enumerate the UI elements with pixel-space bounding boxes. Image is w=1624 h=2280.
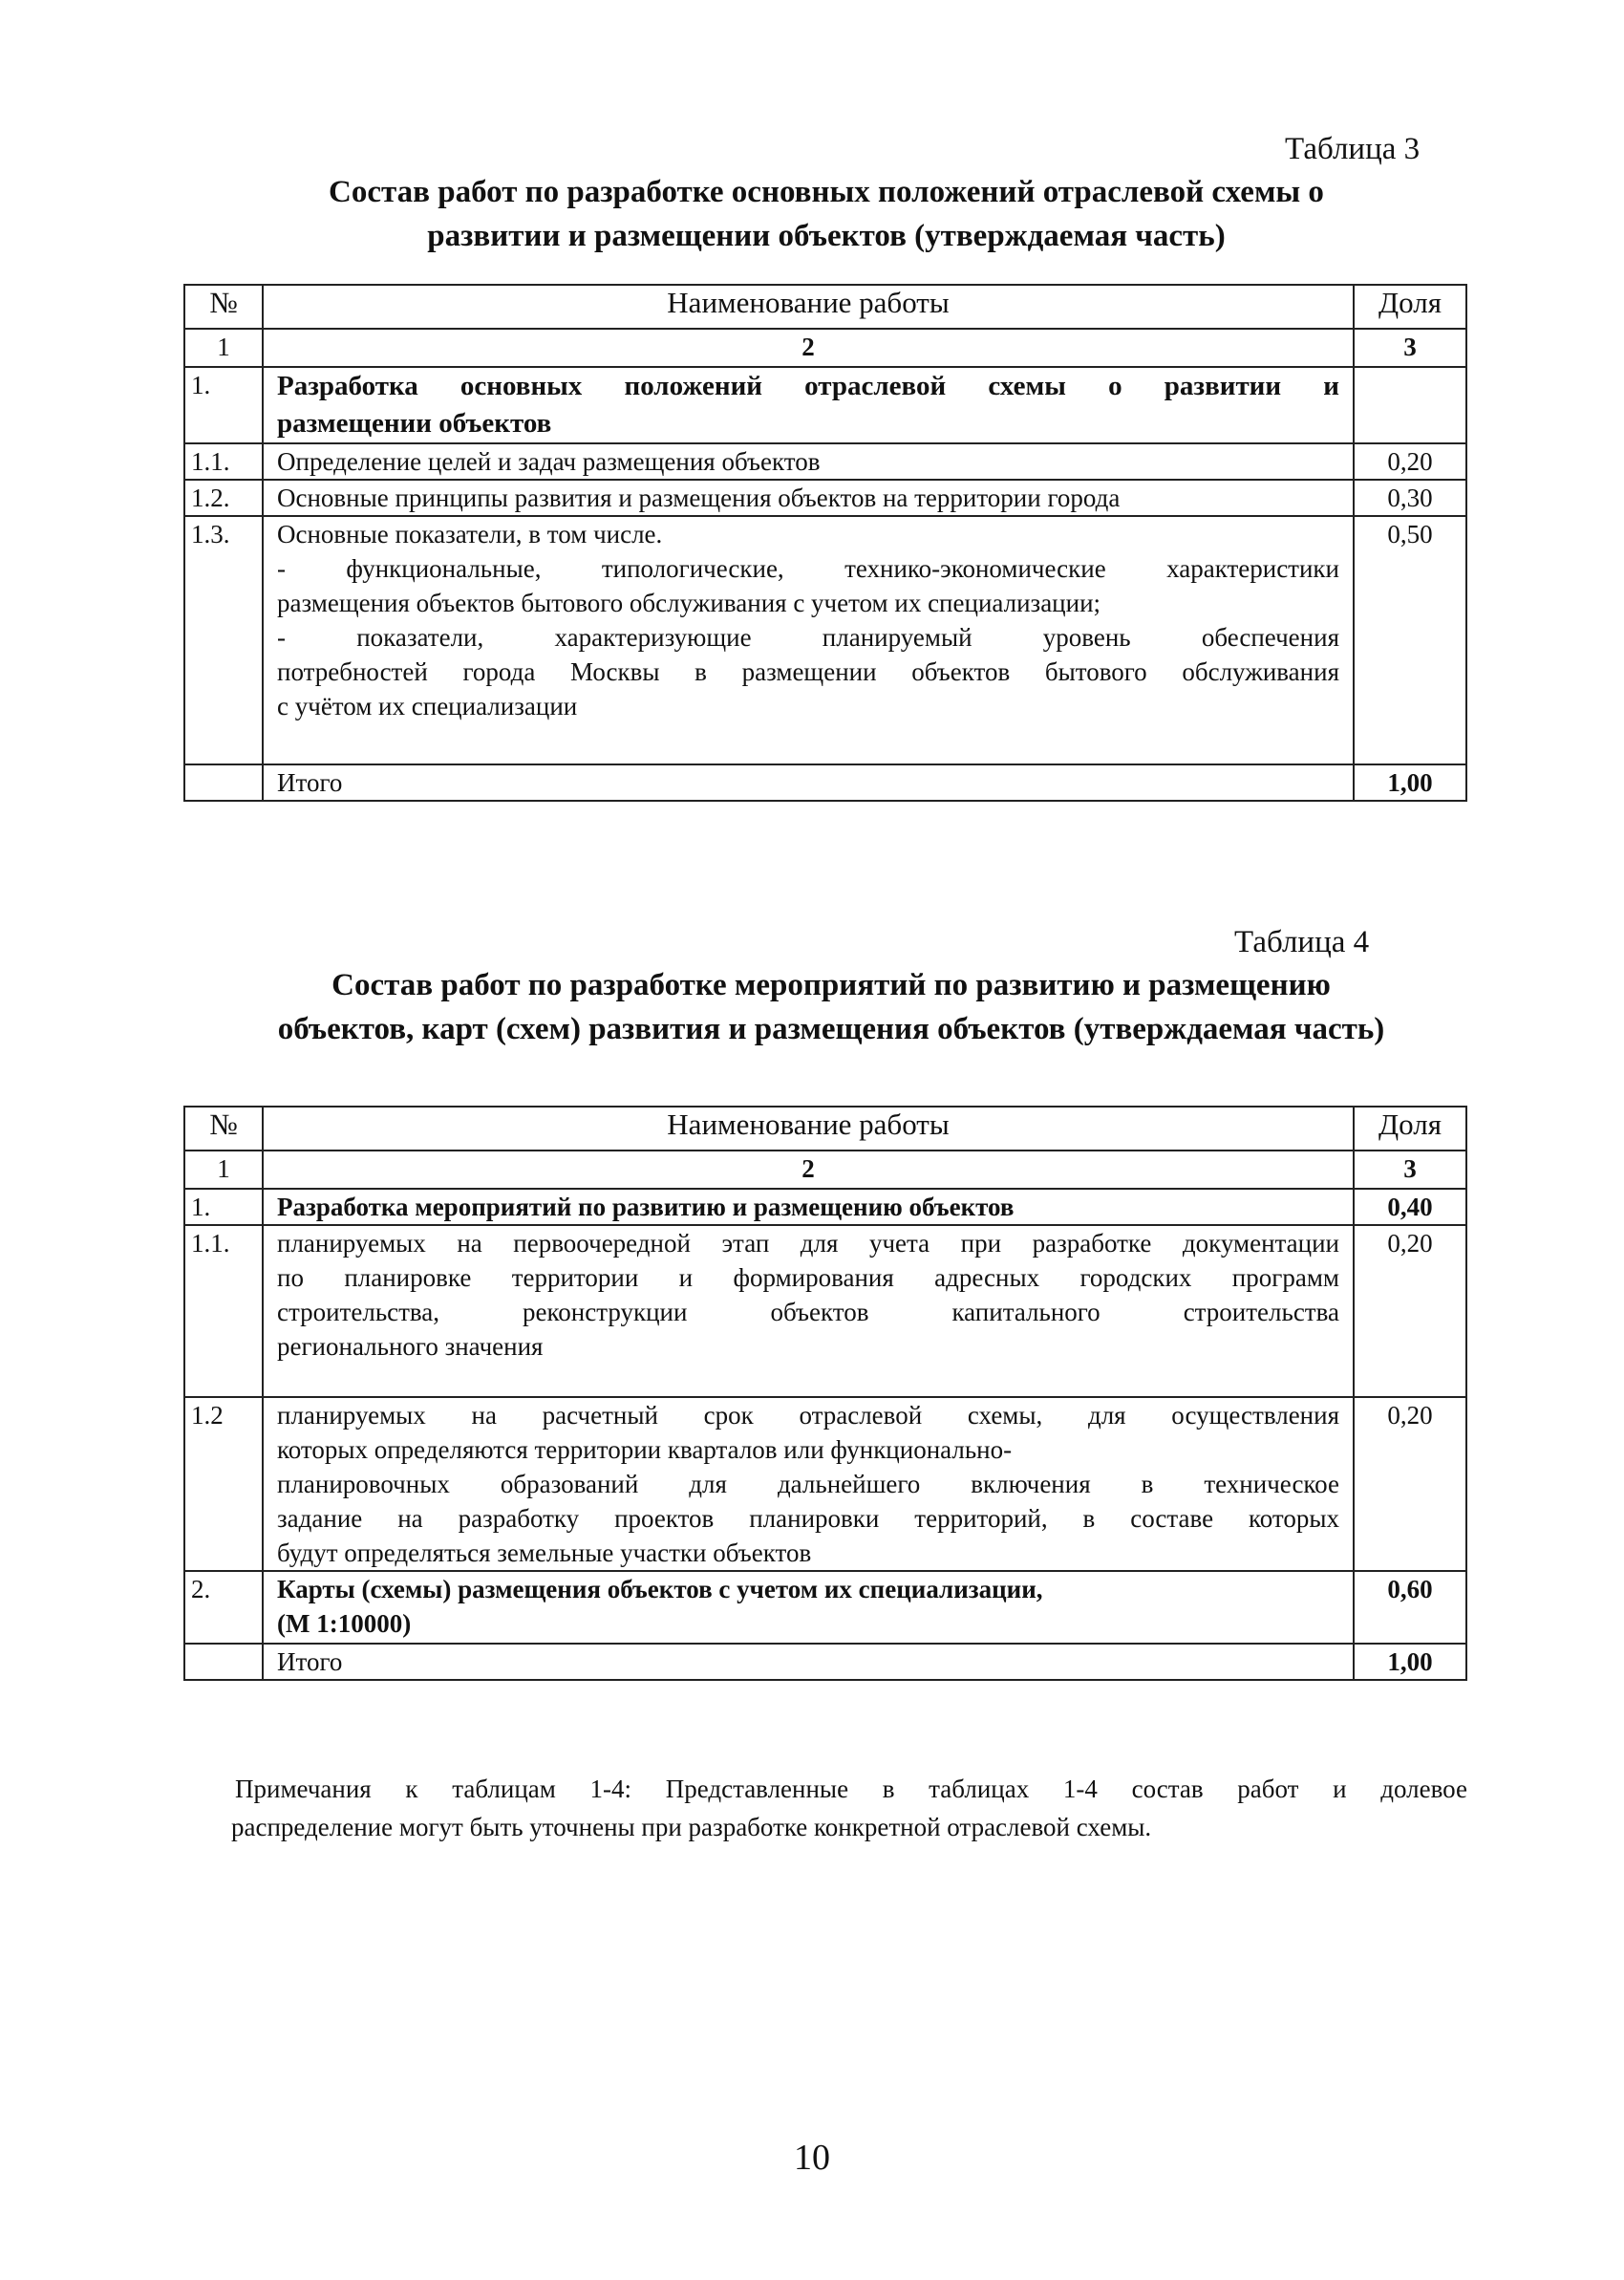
- table3-title-line1: Состав работ по разработке основных положений отраслевой схемы о: [329, 175, 1324, 209]
- row-name-line: Определение целей и задач размещения объектов: [277, 447, 821, 476]
- row-number: 1.3.: [184, 516, 263, 764]
- row-share: 0,20: [1354, 1397, 1466, 1571]
- row-name-line: будут определяться земельные участки объектов: [277, 1538, 812, 1567]
- row-name-line: - показатели, характеризующие планируемый уровень обеспечения: [277, 623, 1339, 652]
- table3-title: [239, 170, 1414, 258]
- table3-header-share: Доля: [1354, 285, 1466, 329]
- total-share: 1,00: [1354, 764, 1466, 801]
- row-share: 0,40: [1354, 1189, 1466, 1225]
- table4-index-share: 3: [1354, 1151, 1466, 1189]
- row-share: 0,20: [1354, 443, 1466, 480]
- row-name-line: регионального значения: [277, 1332, 544, 1361]
- table4-header-row: [184, 1107, 1466, 1151]
- table4-label: Таблица 4: [1234, 925, 1370, 959]
- row-name-line: Основные принципы развития и размещения объектов на территории города: [277, 484, 1121, 512]
- table4-header-share: Доля: [1354, 1107, 1466, 1151]
- row-name-line: размещения объектов бытового обслуживания с учетом их специализации;: [277, 589, 1101, 617]
- total-num-cell: [184, 764, 263, 801]
- table3-index-share: 3: [1354, 329, 1466, 367]
- note-line-1: Примечания к таблицам 1-4: Представленные в таблицах 1-4 состав работ и долевое: [235, 1775, 1467, 1803]
- table3-title-line2: развитии и размещении объектов (утверждаемая часть): [427, 219, 1226, 253]
- table-row: [184, 516, 1466, 764]
- table-row: [184, 443, 1466, 480]
- row-name-line: по планировке территории и формирования адресных городских программ: [277, 1263, 1339, 1292]
- row-name: [263, 443, 1354, 480]
- table-row: [184, 1225, 1466, 1397]
- row-name-line: размещении объектов: [277, 408, 552, 439]
- row-name: [263, 1571, 1354, 1644]
- table-row: [184, 480, 1466, 516]
- row-number: 1.1.: [184, 1225, 263, 1397]
- total-num-cell: [184, 1644, 263, 1680]
- row-number: 1.: [184, 367, 263, 443]
- table4: [183, 1106, 1467, 1681]
- row-name-line: задание на разработку проектов планировки территорий, в составе которых: [277, 1504, 1339, 1533]
- row-name: [263, 1397, 1354, 1571]
- table3-index-name: 2: [263, 329, 1354, 367]
- row-name-line: планируемых на расчетный срок отраслевой схемы, для осуществления: [277, 1401, 1339, 1430]
- table3-header-row: [184, 285, 1466, 329]
- row-number: 2.: [184, 1571, 263, 1644]
- row-name-line: - функциональные, типологические, технико-экономические характеристики: [277, 554, 1339, 583]
- table4-index-row: [184, 1151, 1466, 1189]
- row-share: 0,60: [1354, 1571, 1466, 1644]
- table4-title-line1: Состав работ по разработке мероприятий по развитию и размещению: [331, 968, 1331, 1002]
- row-name-line: строительства, реконструкции объектов капитального строительства: [277, 1298, 1339, 1326]
- row-share: 0,50: [1354, 516, 1466, 764]
- table3-header-name: Наименование работы: [263, 285, 1354, 329]
- page-number: 10: [794, 2138, 830, 2178]
- row-number: 1.1.: [184, 443, 263, 480]
- table-row: [184, 1397, 1466, 1571]
- table3-header-num: №: [184, 285, 263, 329]
- table-row: [184, 1189, 1466, 1225]
- table4-index-num: 1: [184, 1151, 263, 1189]
- note-line-2: распределение могут быть уточнены при разработке конкретной отраслевой схемы.: [231, 1813, 1152, 1841]
- total-label: Итого: [263, 1644, 1354, 1680]
- row-share: 0,20: [1354, 1225, 1466, 1397]
- table4-header-name: Наименование работы: [263, 1107, 1354, 1151]
- row-name: [263, 1225, 1354, 1397]
- row-name-line: (М 1:10000): [277, 1609, 412, 1638]
- row-name: [263, 516, 1354, 764]
- row-name-line: Карты (схемы) размещения объектов с учетом их специализации,: [277, 1575, 1043, 1603]
- row-name: [263, 480, 1354, 516]
- table-row: [184, 367, 1466, 443]
- row-name-line: Основные показатели, в том числе.: [277, 520, 663, 548]
- table4-title-line2: объектов, карт (схем) развития и размещения объектов (утверждаемая часть): [277, 1012, 1385, 1046]
- row-share: 0,30: [1354, 480, 1466, 516]
- row-name: [263, 367, 1354, 443]
- row-name-line: с учётом их специализации: [277, 692, 578, 721]
- table3-index-row: [184, 329, 1466, 367]
- table4-index-name: 2: [263, 1151, 1354, 1189]
- row-number: 1.: [184, 1189, 263, 1225]
- row-name: [263, 1189, 1354, 1225]
- table4-header-num: №: [184, 1107, 263, 1151]
- row-name-line: планировочных образований для дальнейшего включения в техническое: [277, 1470, 1339, 1498]
- row-name-line: потребностей города Москвы в размещении объектов бытового обслуживания: [277, 657, 1339, 686]
- row-name-line: Разработка основных положений отраслевой схемы о развитии и: [277, 371, 1339, 401]
- total-label: Итого: [263, 764, 1354, 801]
- row-name-line: которых определяются территории кварталов или функционально-: [277, 1435, 1013, 1464]
- table3-index-num: 1: [184, 329, 263, 367]
- table3-label: Таблица 3: [1285, 132, 1421, 166]
- row-name-line: планируемых на первоочередной этап для учета при разработке документации: [277, 1229, 1339, 1258]
- table4-total-row: [184, 1644, 1466, 1680]
- table-row: [184, 1571, 1466, 1644]
- row-name-line: Разработка мероприятий по развитию и размещению объектов: [277, 1193, 1015, 1221]
- row-number: 1.2: [184, 1397, 263, 1571]
- table3: [183, 284, 1467, 802]
- total-share: 1,00: [1354, 1644, 1466, 1680]
- table-notes: [231, 1770, 1467, 1846]
- table3-total-row: [184, 764, 1466, 801]
- table4-title: [191, 963, 1471, 1051]
- row-number: 1.2.: [184, 480, 263, 516]
- row-share: [1354, 367, 1466, 443]
